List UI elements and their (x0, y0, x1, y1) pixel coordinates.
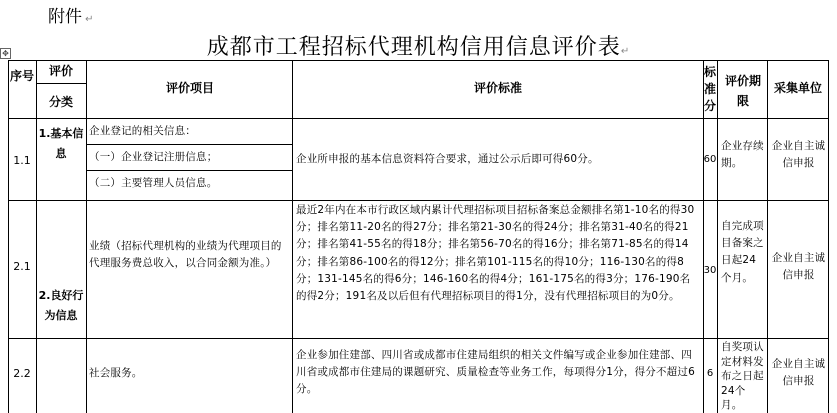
attachment-label: 附件 ↵ (48, 7, 94, 27)
row-standard: 企业所申报的基本信息资料符合要求，通过公示后即可得60分。 (296, 153, 599, 165)
row-score: 60 (703, 154, 717, 165)
header-collector: 采集单位 (773, 81, 822, 95)
row-seq: 2.2 (13, 367, 31, 380)
row-period: 自奖项认定材料发布之日起24个月。 (721, 341, 764, 411)
header-item: 评价项目 (165, 81, 214, 95)
row-standard: 最近2年内在本市行政区域内累计代理招标项目招标备案总金额排名第1-10名的得30分；排名第11-20名的得27分；排名第21-30名的得24分；排名第31-40名的得21分；排名第41-55名的得18分；排名第56-70名的得16分；排名第71-85名的得14分；排名第86-100名的得12分；排名第101-115名的得10分；116-130名的得8分；131-145名的得6分；146-160名的得4分；161-175名的得3分；176-190名的得2分；191名及以后但有代理招标项目的得1分，没有代理招标项目的为0分。 (296, 204, 695, 303)
header-period: 评价期限 (724, 74, 761, 108)
row-category: 1.基本信息 (38, 127, 84, 160)
row-period: 自完成项目备案之日起24个月。 (721, 220, 764, 284)
header-category-bottom: 分类 (48, 95, 73, 109)
table-anchor-icon[interactable]: ✥ (0, 48, 11, 59)
row-item: 社会服务。 (89, 367, 143, 379)
row-collector: 企业自主诚信申报 (771, 140, 826, 170)
row-item-line: （一）企业登记注册信息； (89, 151, 218, 163)
row-period: 企业存续期。 (721, 140, 764, 170)
row-score: 30 (703, 265, 717, 276)
page-title: 成都市工程招标代理机构信用信息评价表↵ (206, 35, 631, 60)
row-item: 业绩（招标代理机构的业绩为代理项目的代理服务费总收入，以合同金额为准。） (89, 240, 282, 270)
row-item-line: 企业登记的相关信息： (89, 125, 196, 137)
row-item-line: （二）主要管理人员信息。 (89, 177, 218, 189)
header-score: 标准分 (703, 65, 716, 113)
row-collector: 企业自主诚信申报 (771, 252, 826, 282)
row-seq: 2.1 (13, 260, 31, 273)
header-seq: 序号 (10, 69, 34, 83)
row-collector: 企业自主诚信申报 (771, 358, 826, 388)
header-standard: 评价标准 (473, 81, 522, 95)
row-category: 2.良好行为信息 (38, 289, 84, 322)
header-category-top: 评价 (48, 64, 73, 78)
row-standard: 企业参加住建部、四川省或成都市住建局组织的相关文件编写或企业参加住建部、四川省或成都市住建局的课题研究、质量检查等业务工作，每项得分1分，得分不超过6分。 (296, 349, 695, 396)
row-score: 6 (706, 368, 714, 379)
row-seq: 1.1 (13, 154, 31, 167)
